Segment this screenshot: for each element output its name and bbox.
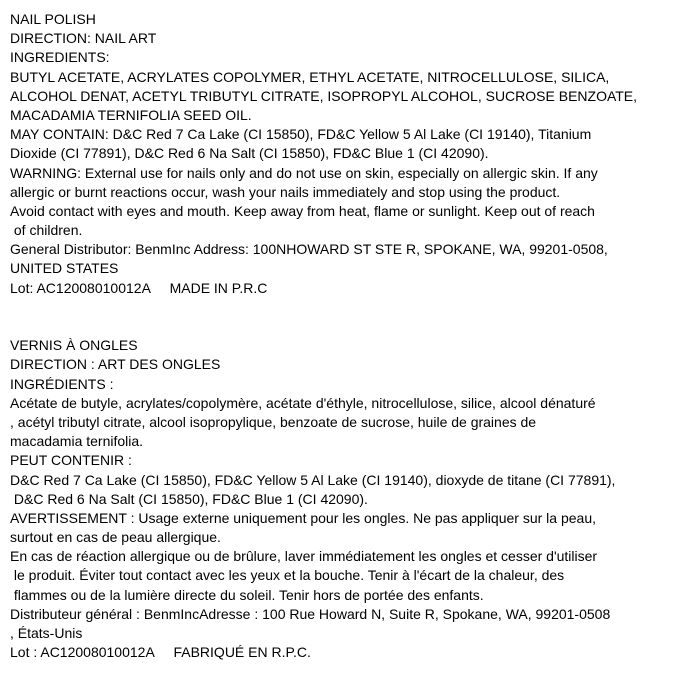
french-line: VERNIS À ONGLES <box>10 337 138 354</box>
english-line: BUTYL ACETATE, ACRYLATES COPOLYMER, ETHYL ACETATE, NITROCELLULOSE, SILICA, <box>10 68 610 85</box>
french-line: macadamia ternifolia. <box>10 433 144 450</box>
french-line: PEUT CONTENIR : <box>10 452 132 469</box>
english-line: of children. <box>10 222 83 239</box>
english-line: DIRECTION: NAIL ART <box>10 30 157 47</box>
english-line: NAIL POLISH <box>10 11 96 27</box>
french-section <box>10 336 671 662</box>
english-section <box>10 10 671 298</box>
french-line: D&C Red 6 Na Salt (CI 15850), FD&C Blue 1 (CI 42090). <box>10 490 368 507</box>
english-line: UNITED STATES <box>10 260 119 277</box>
french-line: En cas de réaction allergique ou de brûlure, laver immédiatement les ongles et cesser d'utiliser <box>10 548 598 565</box>
english-line: allergic or burnt reactions occur, wash your nails immediately and stop using the product. <box>10 183 561 200</box>
french-line: INGRÉDIENTS : <box>10 375 114 392</box>
english-line: MACADAMIA TERNIFOLIA SEED OIL. <box>10 106 252 123</box>
french-line: AVERTISSEMENT : Usage externe uniquement pour les ongles. Ne pas appliquer sur la peau, <box>10 509 596 526</box>
french-line: surtout en cas de peau allergique. <box>10 529 221 546</box>
english-line: Lot: AC12008010012A MADE IN P.R.C <box>10 279 268 296</box>
english-line: Dioxide (CI 77891), D&C Red 6 Na Salt (CI 15850), FD&C Blue 1 (CI 42090). <box>10 145 489 162</box>
french-line: , États-Unis <box>10 625 83 642</box>
french-line: le produit. Éviter tout contact avec les yeux et la bouche. Tenir à l'écart de la chaleur, des <box>10 567 565 584</box>
english-line: INGREDIENTS: <box>10 49 110 66</box>
french-line: Acétate de butyle, acrylates/copolymère, acétate d'éthyle, nitrocellulose, silice, alcool dénaturé <box>10 394 596 411</box>
french-line: flammes ou de la lumière directe du soleil. Tenir hors de portée des enfants. <box>10 586 484 603</box>
french-line: Lot : AC12008010012A FABRIQUÉ EN R.P.C. <box>10 644 311 661</box>
french-line: , acétyl tributyl citrate, alcool isopropylique, benzoate de sucrose, huile de graines de <box>10 413 537 430</box>
english-line: MAY CONTAIN: D&C Red 7 Ca Lake (CI 15850), FD&C Yellow 5 Al Lake (CI 19140), Titanium <box>10 126 592 143</box>
french-line: DIRECTION : ART DES ONGLES <box>10 356 221 373</box>
french-line: Distributeur général : BenmIncAdresse : 100 Rue Howard N, Suite R, Spokane, WA, 99201-0508 <box>10 605 611 622</box>
english-line: WARNING: External use for nails only and do not use on skin, especially on allergic skin. If any <box>10 164 598 181</box>
english-line: Avoid contact with eyes and mouth. Keep away from heat, flame or sunlight. Keep out of reach <box>10 202 595 219</box>
english-line: ALCOHOL DENAT, ACETYL TRIBUTYL CITRATE, ISOPROPYL ALCOHOL, SUCROSE BENZOATE, <box>10 87 638 104</box>
english-line: General Distributor: BenmInc Address: 100NHOWARD ST STE R, SPOKANE, WA, 99201-0508, <box>10 241 608 258</box>
french-line: D&C Red 7 Ca Lake (CI 15850), FD&C Yellow 5 Al Lake (CI 19140), dioxyde de titane (CI 77891), <box>10 471 616 488</box>
section-gap <box>10 298 671 336</box>
